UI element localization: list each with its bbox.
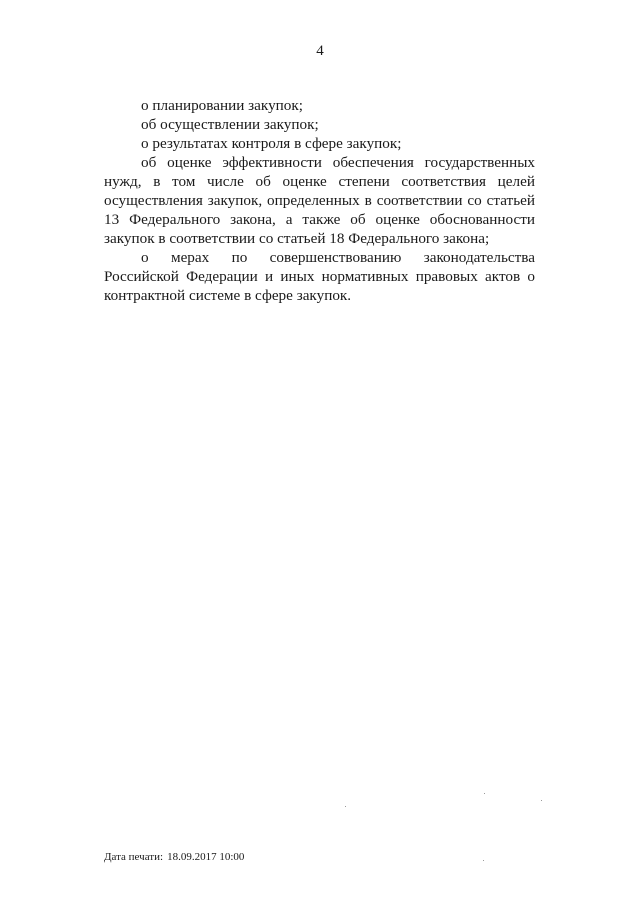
page-number: 4 [316,43,324,59]
scan-speck [484,793,485,794]
print-date-footer [104,851,244,863]
paragraph-legislation-improvement: о мерах по совершенствованию законодательства Российской Федерации и иных нормативных правовых актов о контрактной системе в сфере закупок. [104,249,535,304]
scan-speck [483,860,484,861]
print-date-value: 18.09.2017 10:00 [167,851,245,863]
scan-speck [345,806,346,807]
paragraph-control-results: о результатах контроля в сфере закупок; [141,135,402,152]
document-body [104,96,535,305]
scan-speck [541,800,542,801]
paragraph-efficiency-assessment: об оценке эффективности обеспечения государственных нужд, в том числе об оценке степени соответствия целей осуществления закупок, определенных в соответствии со статьей 13 Федерального закона, а также об оценке обоснованности закупок в соответствии со статьей 18 Федерального закона; [104,154,535,247]
print-date-label: Дата печати: [104,851,164,863]
paragraph-execution: об осуществлении закупок; [141,116,319,133]
paragraph-planning: о планировании закупок; [141,97,303,114]
